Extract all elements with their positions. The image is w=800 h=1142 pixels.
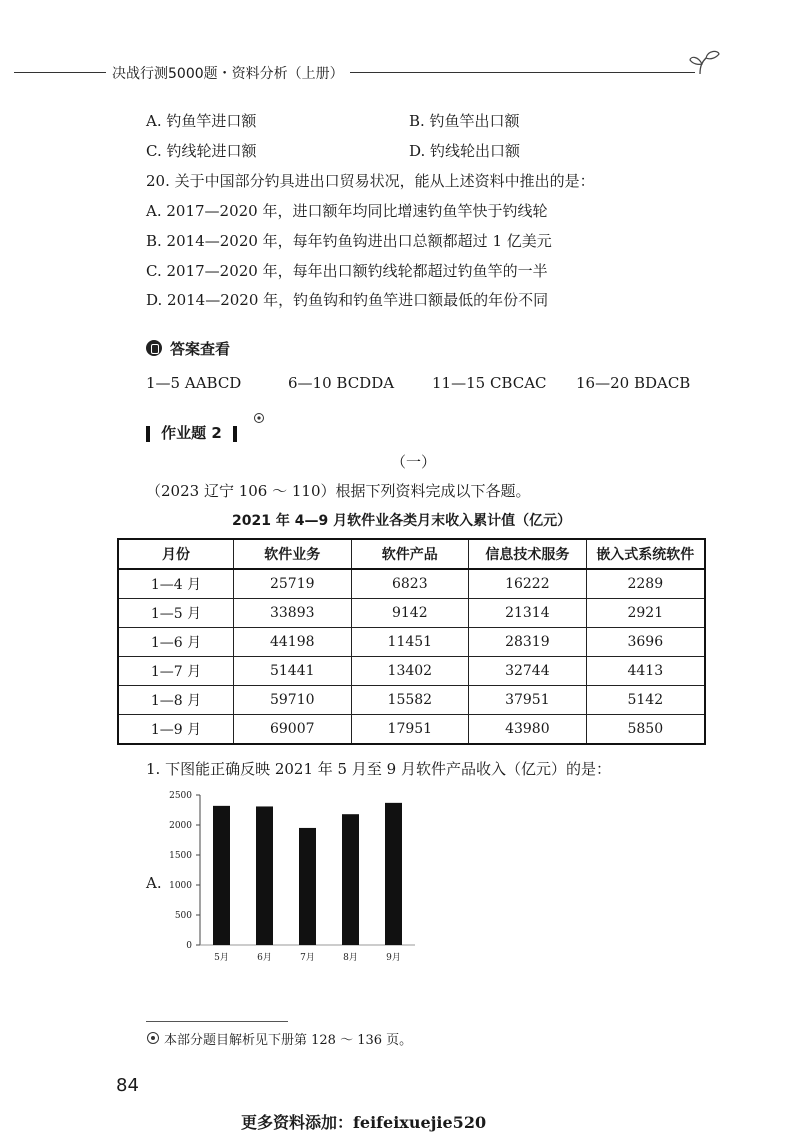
sprout-icon — [688, 48, 722, 78]
table-row — [118, 657, 705, 686]
cell: 37951 — [469, 686, 587, 715]
cell: 1—7 月 — [118, 657, 233, 686]
table-row — [118, 569, 705, 599]
cell: 16222 — [469, 569, 587, 599]
q20-stem: 20. 关于中国部分钓具进出口贸易状况，能从上述资料中推出的是： — [146, 172, 595, 190]
table-row — [118, 599, 705, 628]
answer-group-4: 16—20 BDACB — [576, 374, 691, 392]
cell: 1—4 月 — [118, 569, 233, 599]
footnote-marker-icon — [253, 412, 265, 424]
th-month: 月份 — [118, 539, 233, 569]
section-heading — [146, 422, 237, 443]
header-rule-right — [350, 72, 695, 73]
answer-bullet-icon — [146, 340, 162, 356]
cell: 5850 — [586, 715, 705, 745]
cell: 51441 — [233, 657, 351, 686]
y-tick-label: 2500 — [169, 791, 192, 801]
th-embedded-software: 嵌入式系统软件 — [586, 539, 705, 569]
cell: 15582 — [351, 686, 469, 715]
th-it-service: 信息技术服务 — [469, 539, 587, 569]
bar — [385, 803, 402, 945]
q19-option-a: A. 钓鱼竿进口额 — [146, 112, 257, 130]
cell: 69007 — [233, 715, 351, 745]
part-label: （一） — [391, 453, 437, 471]
y-tick-label: 500 — [174, 911, 192, 921]
running-title: 决战行测5000题・资料分析（上册） — [112, 66, 344, 82]
cell: 9142 — [351, 599, 469, 628]
q19-option-b: B. 钓鱼竿出口额 — [409, 112, 520, 130]
footnote-marker-icon — [146, 1031, 160, 1045]
cell: 2921 — [586, 599, 705, 628]
bar-chart — [155, 785, 435, 975]
cell: 4413 — [586, 657, 705, 686]
cell: 25719 — [233, 569, 351, 599]
cell: 1—9 月 — [118, 715, 233, 745]
y-tick-label: 0 — [186, 941, 192, 951]
table-title: 2021 年 4—9 月软件业各类月末收入累计值（亿元） — [232, 513, 572, 529]
table-header-row — [118, 539, 705, 569]
page-number: 84 — [116, 1075, 139, 1096]
answer-group-3: 11—15 CBCAC — [432, 374, 547, 392]
footnote-text: 本部分题目解析见下册第 128 ～ 136 页。 — [164, 1033, 413, 1048]
y-tick-label: 1500 — [169, 851, 192, 861]
cell: 3696 — [586, 628, 705, 657]
section-title: 作业题 2 — [161, 424, 222, 442]
x-tick-label: 7月 — [300, 953, 315, 963]
heading-bar-left — [146, 426, 150, 442]
cell: 43980 — [469, 715, 587, 745]
cell: 1—6 月 — [118, 628, 233, 657]
q1-stem: 1. 下图能正确反映 2021 年 5 月至 9 月软件产品收入（亿元）的是： — [146, 760, 611, 778]
x-tick-label: 6月 — [257, 953, 272, 963]
cell: 32744 — [469, 657, 587, 686]
q20-option-a: A. 2017—2020 年，进口额年均同比增速钓鱼竿快于钓线轮 — [146, 202, 548, 220]
cell: 17951 — [351, 715, 469, 745]
watermark-text: 更多资料添加：feifeixuejie520 — [241, 1113, 487, 1132]
table-row — [118, 715, 705, 745]
cell: 21314 — [469, 599, 587, 628]
cell: 6823 — [351, 569, 469, 599]
q19-option-c: C. 钓线轮进口额 — [146, 142, 257, 160]
data-table — [117, 538, 706, 745]
th-software-business: 软件业务 — [233, 539, 351, 569]
footnote-rule — [146, 1021, 288, 1022]
header-rule-left — [14, 72, 106, 73]
cell: 44198 — [233, 628, 351, 657]
cell: 1—8 月 — [118, 686, 233, 715]
cell: 33893 — [233, 599, 351, 628]
q19-option-d: D. 钓线轮出口额 — [409, 142, 521, 160]
x-tick-label: 5月 — [214, 953, 229, 963]
bar — [342, 814, 359, 945]
answer-group-1: 1—5 AABCD — [146, 374, 242, 392]
y-tick-label: 1000 — [169, 881, 192, 891]
cell: 13402 — [351, 657, 469, 686]
cell: 28319 — [469, 628, 587, 657]
cell: 5142 — [586, 686, 705, 715]
x-tick-label: 8月 — [343, 953, 358, 963]
cell: 11451 — [351, 628, 469, 657]
cell: 1—5 月 — [118, 599, 233, 628]
section-intro: （2023 辽宁 106 ～ 110）根据下列资料完成以下各题。 — [146, 482, 531, 500]
bar — [299, 828, 316, 945]
answers-title: 答案查看 — [170, 340, 231, 358]
q20-option-d: D. 2014—2020 年，钓鱼钩和钓鱼竿进口额最低的年份不同 — [146, 291, 549, 309]
q20-option-c: C. 2017—2020 年，每年出口额钓线轮都超过钓鱼竿的一半 — [146, 262, 548, 280]
table-row — [118, 628, 705, 657]
cell: 59710 — [233, 686, 351, 715]
q1-option-a-label: A. — [146, 874, 162, 892]
q20-option-b: B. 2014—2020 年，每年钓鱼钩进出口总额都超过 1 亿美元 — [146, 232, 552, 250]
table-row — [118, 686, 705, 715]
bar — [256, 806, 273, 945]
cell: 2289 — [586, 569, 705, 599]
th-software-product: 软件产品 — [351, 539, 469, 569]
heading-bar-right — [233, 426, 237, 442]
bar — [213, 806, 230, 945]
x-tick-label: 9月 — [386, 953, 401, 963]
answer-group-2: 6—10 BCDDA — [288, 374, 395, 392]
y-tick-label: 2000 — [169, 821, 192, 831]
